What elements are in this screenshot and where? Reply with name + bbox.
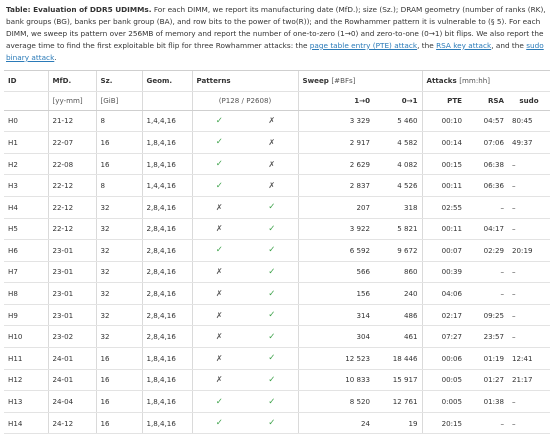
table-row [4, 110, 550, 132]
cell-mfd: 23-01 [48, 261, 96, 283]
cell-id: H1 [4, 132, 48, 154]
cell-id: H5 [4, 218, 48, 240]
cell-pte-time: 20:15 [422, 412, 466, 434]
cell-size: 32 [96, 218, 142, 240]
subheader-mfd-unit: [yy-mm] [48, 91, 96, 110]
cell-rsa-time: 09:25 [466, 304, 508, 326]
cell-bitflips-zero-to-one: 12 761 [374, 391, 422, 413]
cell-pte-time: 02:17 [422, 304, 466, 326]
cross-icon: ✗ [192, 369, 246, 391]
cross-icon: ✗ [246, 132, 298, 154]
cell-rsa-time: 01:19 [466, 348, 508, 370]
cell-pte-time: 00:06 [422, 348, 466, 370]
cell-rsa-time: 23:57 [466, 326, 508, 348]
cell-mfd: 23-01 [48, 283, 96, 305]
check-icon: ✓ [246, 196, 298, 218]
check-icon: ✓ [192, 175, 246, 197]
caption-title: Table: Evaluation of DDR5 UDIMMs. [6, 5, 152, 14]
cell-bitflips-zero-to-one: 4 582 [374, 132, 422, 154]
cell-mfd: 22-08 [48, 153, 96, 175]
cell-mfd: 23-02 [48, 326, 96, 348]
cell-bitflips-one-to-zero: 304 [298, 326, 374, 348]
table-caption [6, 4, 546, 64]
cell-size: 16 [96, 391, 142, 413]
cell-pte-time: 07:27 [422, 326, 466, 348]
cell-bitflips-one-to-zero: 2 629 [298, 153, 374, 175]
check-icon: ✓ [192, 132, 246, 154]
cell-pte-time: 00:11 [422, 175, 466, 197]
table-row [4, 132, 550, 154]
subheader-sudo: sudo [508, 91, 550, 110]
cell-id: H4 [4, 196, 48, 218]
cell-size: 32 [96, 240, 142, 262]
cell-sudo-time: 12:41 [508, 348, 550, 370]
cell-mfd: 24-12 [48, 412, 96, 434]
cell-rsa-time: 04:57 [466, 110, 508, 132]
cell-size: 8 [96, 175, 142, 197]
cell-bitflips-one-to-zero: 314 [298, 304, 374, 326]
cross-icon: ✗ [192, 283, 246, 305]
cell-sudo-time: – [508, 153, 550, 175]
cell-bitflips-one-to-zero: 2 837 [298, 175, 374, 197]
table-row [4, 369, 550, 391]
table-row [4, 326, 550, 348]
col-header-patterns: Patterns [192, 70, 298, 91]
rsa-key-attack-link[interactable]: RSA key attack [436, 40, 492, 50]
cell-rsa-time: – [466, 261, 508, 283]
cell-rsa-time: 06:36 [466, 175, 508, 197]
cell-bitflips-one-to-zero: 3 922 [298, 218, 374, 240]
subheader-row [4, 91, 550, 110]
subheader-pte: PTE [422, 91, 466, 110]
cell-bitflips-zero-to-one: 5 460 [374, 110, 422, 132]
cell-mfd: 22-12 [48, 196, 96, 218]
cell-bitflips-one-to-zero: 156 [298, 283, 374, 305]
cell-size: 16 [96, 132, 142, 154]
cell-size: 16 [96, 412, 142, 434]
cell-mfd: 22-12 [48, 175, 96, 197]
check-icon: ✓ [246, 412, 298, 434]
cross-icon: ✗ [192, 218, 246, 240]
cell-sudo-time: – [508, 175, 550, 197]
check-icon: ✓ [246, 283, 298, 305]
cell-bitflips-zero-to-one: 318 [374, 196, 422, 218]
cell-bitflips-zero-to-one: 4 082 [374, 153, 422, 175]
check-icon: ✓ [192, 412, 246, 434]
cell-bitflips-zero-to-one: 486 [374, 304, 422, 326]
check-icon: ✓ [246, 391, 298, 413]
cell-pte-time: 00:10 [422, 110, 466, 132]
cell-geometry: 1,8,4,16 [142, 369, 192, 391]
cell-bitflips-one-to-zero: 6 592 [298, 240, 374, 262]
col-header-attacks [422, 70, 550, 91]
col-header-sweep [298, 70, 422, 91]
table-row [4, 261, 550, 283]
cell-sudo-time: – [508, 412, 550, 434]
cell-sudo-time: – [508, 218, 550, 240]
cell-id: H3 [4, 175, 48, 197]
check-icon: ✓ [192, 153, 246, 175]
table-row [4, 348, 550, 370]
table-row [4, 240, 550, 262]
cross-icon: ✗ [246, 153, 298, 175]
cell-mfd: 24-04 [48, 391, 96, 413]
cell-id: H2 [4, 153, 48, 175]
cell-id: H11 [4, 348, 48, 370]
cell-pte-time: 00:39 [422, 261, 466, 283]
caption-text-4: . [54, 52, 57, 62]
cell-bitflips-zero-to-one: 19 [374, 412, 422, 434]
cell-mfd: 24-01 [48, 348, 96, 370]
cell-id: H0 [4, 110, 48, 132]
table-row [4, 175, 550, 197]
cell-sudo-time: 21:17 [508, 369, 550, 391]
sweep-label: Sweep [302, 76, 329, 86]
cell-pte-time: 00:07 [422, 240, 466, 262]
check-icon: ✓ [246, 348, 298, 370]
cell-rsa-time: 02:29 [466, 240, 508, 262]
check-icon: ✓ [246, 261, 298, 283]
col-header-id: ID [4, 70, 48, 91]
cell-geometry: 2,8,4,16 [142, 218, 192, 240]
cell-id: H8 [4, 283, 48, 305]
table-body [4, 110, 550, 434]
cell-bitflips-zero-to-one: 5 821 [374, 218, 422, 240]
table-row [4, 218, 550, 240]
cell-geometry: 2,8,4,16 [142, 240, 192, 262]
cell-bitflips-zero-to-one: 4 526 [374, 175, 422, 197]
cell-size: 32 [96, 304, 142, 326]
check-icon: ✓ [246, 326, 298, 348]
cell-sudo-time: – [508, 326, 550, 348]
cell-pte-time: 0:005 [422, 391, 466, 413]
cell-rsa-time: – [466, 196, 508, 218]
cell-size: 32 [96, 196, 142, 218]
cell-mfd: 22-07 [48, 132, 96, 154]
table-row [4, 153, 550, 175]
cell-rsa-time: 07:06 [466, 132, 508, 154]
cell-geometry: 2,8,4,16 [142, 283, 192, 305]
cell-id: H12 [4, 369, 48, 391]
sudo-binary-attack-link[interactable]: sudo binary attack [6, 40, 544, 62]
cell-bitflips-one-to-zero: 207 [298, 196, 374, 218]
cell-rsa-time: 04:17 [466, 218, 508, 240]
attacks-unit: [mm:hh] [459, 76, 490, 86]
cell-id: H7 [4, 261, 48, 283]
cross-icon: ✗ [246, 175, 298, 197]
cell-size: 16 [96, 153, 142, 175]
cross-icon: ✗ [192, 304, 246, 326]
cell-sudo-time: – [508, 261, 550, 283]
table-row [4, 283, 550, 305]
cell-id: H10 [4, 326, 48, 348]
cross-icon: ✗ [192, 348, 246, 370]
cell-mfd: 23-01 [48, 304, 96, 326]
cell-sudo-time: – [508, 283, 550, 305]
col-header-geometry: Geom. [142, 70, 192, 91]
cell-id: H6 [4, 240, 48, 262]
col-header-mfd: MfD. [48, 70, 96, 91]
check-icon: ✓ [192, 240, 246, 262]
check-icon: ✓ [246, 304, 298, 326]
subheader-zero-to-one: 0→1 [374, 91, 422, 110]
cell-geometry: 1,4,4,16 [142, 175, 192, 197]
cell-sudo-time: 20:19 [508, 240, 550, 262]
cell-geometry: 2,8,4,16 [142, 196, 192, 218]
cell-size: 32 [96, 326, 142, 348]
cell-rsa-time: 01:27 [466, 369, 508, 391]
table-row [4, 304, 550, 326]
cell-bitflips-one-to-zero: 566 [298, 261, 374, 283]
caption-text-2: , the [417, 40, 437, 50]
cell-geometry: 1,4,4,16 [142, 110, 192, 132]
cell-size: 8 [96, 110, 142, 132]
cell-mfd: 22-12 [48, 218, 96, 240]
cell-pte-time: 00:05 [422, 369, 466, 391]
cell-rsa-time: 06:38 [466, 153, 508, 175]
cross-icon: ✗ [192, 326, 246, 348]
cross-icon: ✗ [246, 110, 298, 132]
subheader-id [4, 91, 48, 110]
subheader-patterns: (P128 / P2608) [192, 91, 298, 110]
cell-geometry: 1,8,4,16 [142, 391, 192, 413]
cell-bitflips-one-to-zero: 3 329 [298, 110, 374, 132]
table-row [4, 391, 550, 413]
cell-rsa-time: – [466, 412, 508, 434]
cell-geometry: 1,8,4,16 [142, 153, 192, 175]
cell-bitflips-one-to-zero: 10 833 [298, 369, 374, 391]
cell-size: 32 [96, 261, 142, 283]
check-icon: ✓ [192, 391, 246, 413]
cell-bitflips-one-to-zero: 24 [298, 412, 374, 434]
cell-bitflips-zero-to-one: 15 917 [374, 369, 422, 391]
cell-geometry: 1,8,4,16 [142, 412, 192, 434]
cell-size: 16 [96, 348, 142, 370]
cross-icon: ✗ [192, 196, 246, 218]
cell-geometry: 1,8,4,16 [142, 132, 192, 154]
check-icon: ✓ [246, 218, 298, 240]
cell-bitflips-one-to-zero: 12 523 [298, 348, 374, 370]
subheader-one-to-zero: 1→0 [298, 91, 374, 110]
cell-geometry: 2,8,4,16 [142, 304, 192, 326]
cell-geometry: 2,8,4,16 [142, 261, 192, 283]
cell-pte-time: 02:55 [422, 196, 466, 218]
check-icon: ✓ [192, 110, 246, 132]
subheader-rsa: RSA [466, 91, 508, 110]
cell-pte-time: 00:15 [422, 153, 466, 175]
cell-mfd: 21-12 [48, 110, 96, 132]
sweep-unit: [#BFs] [331, 76, 356, 86]
ddr5-evaluation-table [4, 70, 550, 435]
subheader-size-unit: [GiB] [96, 91, 142, 110]
cell-id: H13 [4, 391, 48, 413]
cell-sudo-time: – [508, 304, 550, 326]
cell-size: 32 [96, 283, 142, 305]
cell-size: 16 [96, 369, 142, 391]
cell-pte-time: 04:06 [422, 283, 466, 305]
cell-geometry: 1,8,4,16 [142, 348, 192, 370]
col-header-size: Sz. [96, 70, 142, 91]
cell-pte-time: 00:11 [422, 218, 466, 240]
cell-bitflips-zero-to-one: 18 446 [374, 348, 422, 370]
cell-id: H14 [4, 412, 48, 434]
cell-mfd: 23-01 [48, 240, 96, 262]
caption-text-3: , and the [491, 40, 527, 50]
cell-pte-time: 00:14 [422, 132, 466, 154]
cross-icon: ✗ [192, 261, 246, 283]
check-icon: ✓ [246, 240, 298, 262]
caption-text-1: For each DIMM, we report its manufacturing date (MfD.); size (Sz.); DRAM geometry (number of ranks (RK), bank groups (BG), banks per bank group (BA), and row bits to the power of two(R)); and the Rowhammer pattern it is vulnerable to (§ 5). For each DIMM, we sweep its pattern over 256MB of memory and report the number of one-to-zero (1→0) and zero-to-one (0→1) bit flips. We also report the average time to find the first exploitable bit flip for three Rowhammer attacks: the [6, 5, 546, 50]
cell-mfd: 24-01 [48, 369, 96, 391]
cell-bitflips-zero-to-one: 9 672 [374, 240, 422, 262]
header-row [4, 70, 550, 91]
attacks-label: Attacks [426, 76, 457, 86]
table-row [4, 412, 550, 434]
cell-bitflips-zero-to-one: 240 [374, 283, 422, 305]
cell-rsa-time: – [466, 283, 508, 305]
cell-sudo-time: 49:37 [508, 132, 550, 154]
subheader-geometry [142, 91, 192, 110]
cell-bitflips-one-to-zero: 2 917 [298, 132, 374, 154]
cell-sudo-time: – [508, 391, 550, 413]
cell-sudo-time: – [508, 196, 550, 218]
cell-bitflips-zero-to-one: 461 [374, 326, 422, 348]
cell-id: H9 [4, 304, 48, 326]
pte-attack-link[interactable]: page table entry (PTE) attack [309, 40, 418, 50]
check-icon: ✓ [246, 369, 298, 391]
cell-bitflips-zero-to-one: 860 [374, 261, 422, 283]
table-row [4, 196, 550, 218]
cell-geometry: 2,8,4,16 [142, 326, 192, 348]
cell-rsa-time: 01:38 [466, 391, 508, 413]
cell-bitflips-one-to-zero: 8 520 [298, 391, 374, 413]
cell-sudo-time: 80:45 [508, 110, 550, 132]
